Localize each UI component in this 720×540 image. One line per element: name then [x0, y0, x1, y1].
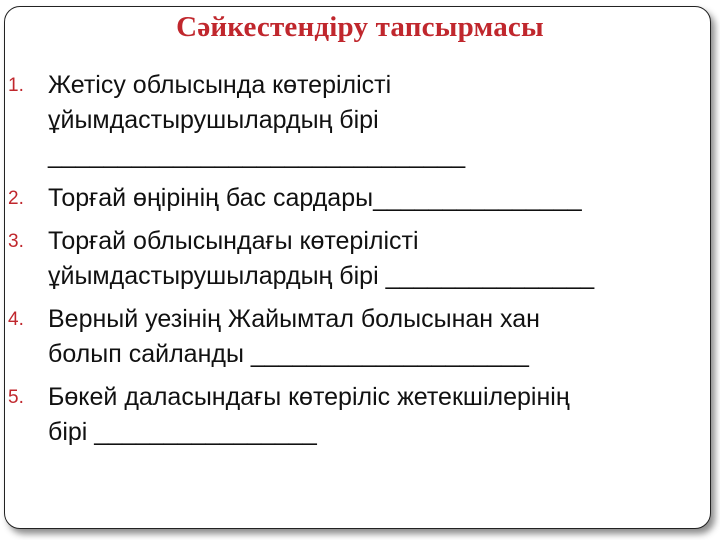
list-item-text: Верный уезінің Жайымтал болысынан хан болып сайланды ____________________	[48, 305, 540, 368]
list-item	[0, 68, 700, 173]
list-item	[0, 302, 700, 372]
list-item-number: 2.	[8, 188, 24, 209]
list-item-text: Торғай өңірінің бас сардары_______________	[48, 184, 582, 212]
list-item-number: 5.	[8, 387, 24, 408]
list-item-text: Бөкей даласындағы көтеріліс жетекшілерінің бірі ________________	[48, 383, 570, 446]
list-item-text: Жетісу облысында көтерілісті ұйымдастырушылардың бірі ______________________________	[48, 71, 466, 169]
list-item-number: 4.	[8, 309, 24, 330]
slide-title: Сәйкестендіру тапсырмасы	[176, 11, 544, 43]
list-item	[0, 224, 700, 294]
task-list	[0, 68, 700, 458]
list-item-number: 1.	[8, 75, 24, 96]
list-item-text: Торғай облысындағы көтерілісті ұйымдастырушылардың бірі _______________	[48, 227, 595, 290]
list-item	[0, 181, 700, 216]
list-item-number: 3.	[8, 231, 24, 252]
list-item	[0, 380, 700, 450]
